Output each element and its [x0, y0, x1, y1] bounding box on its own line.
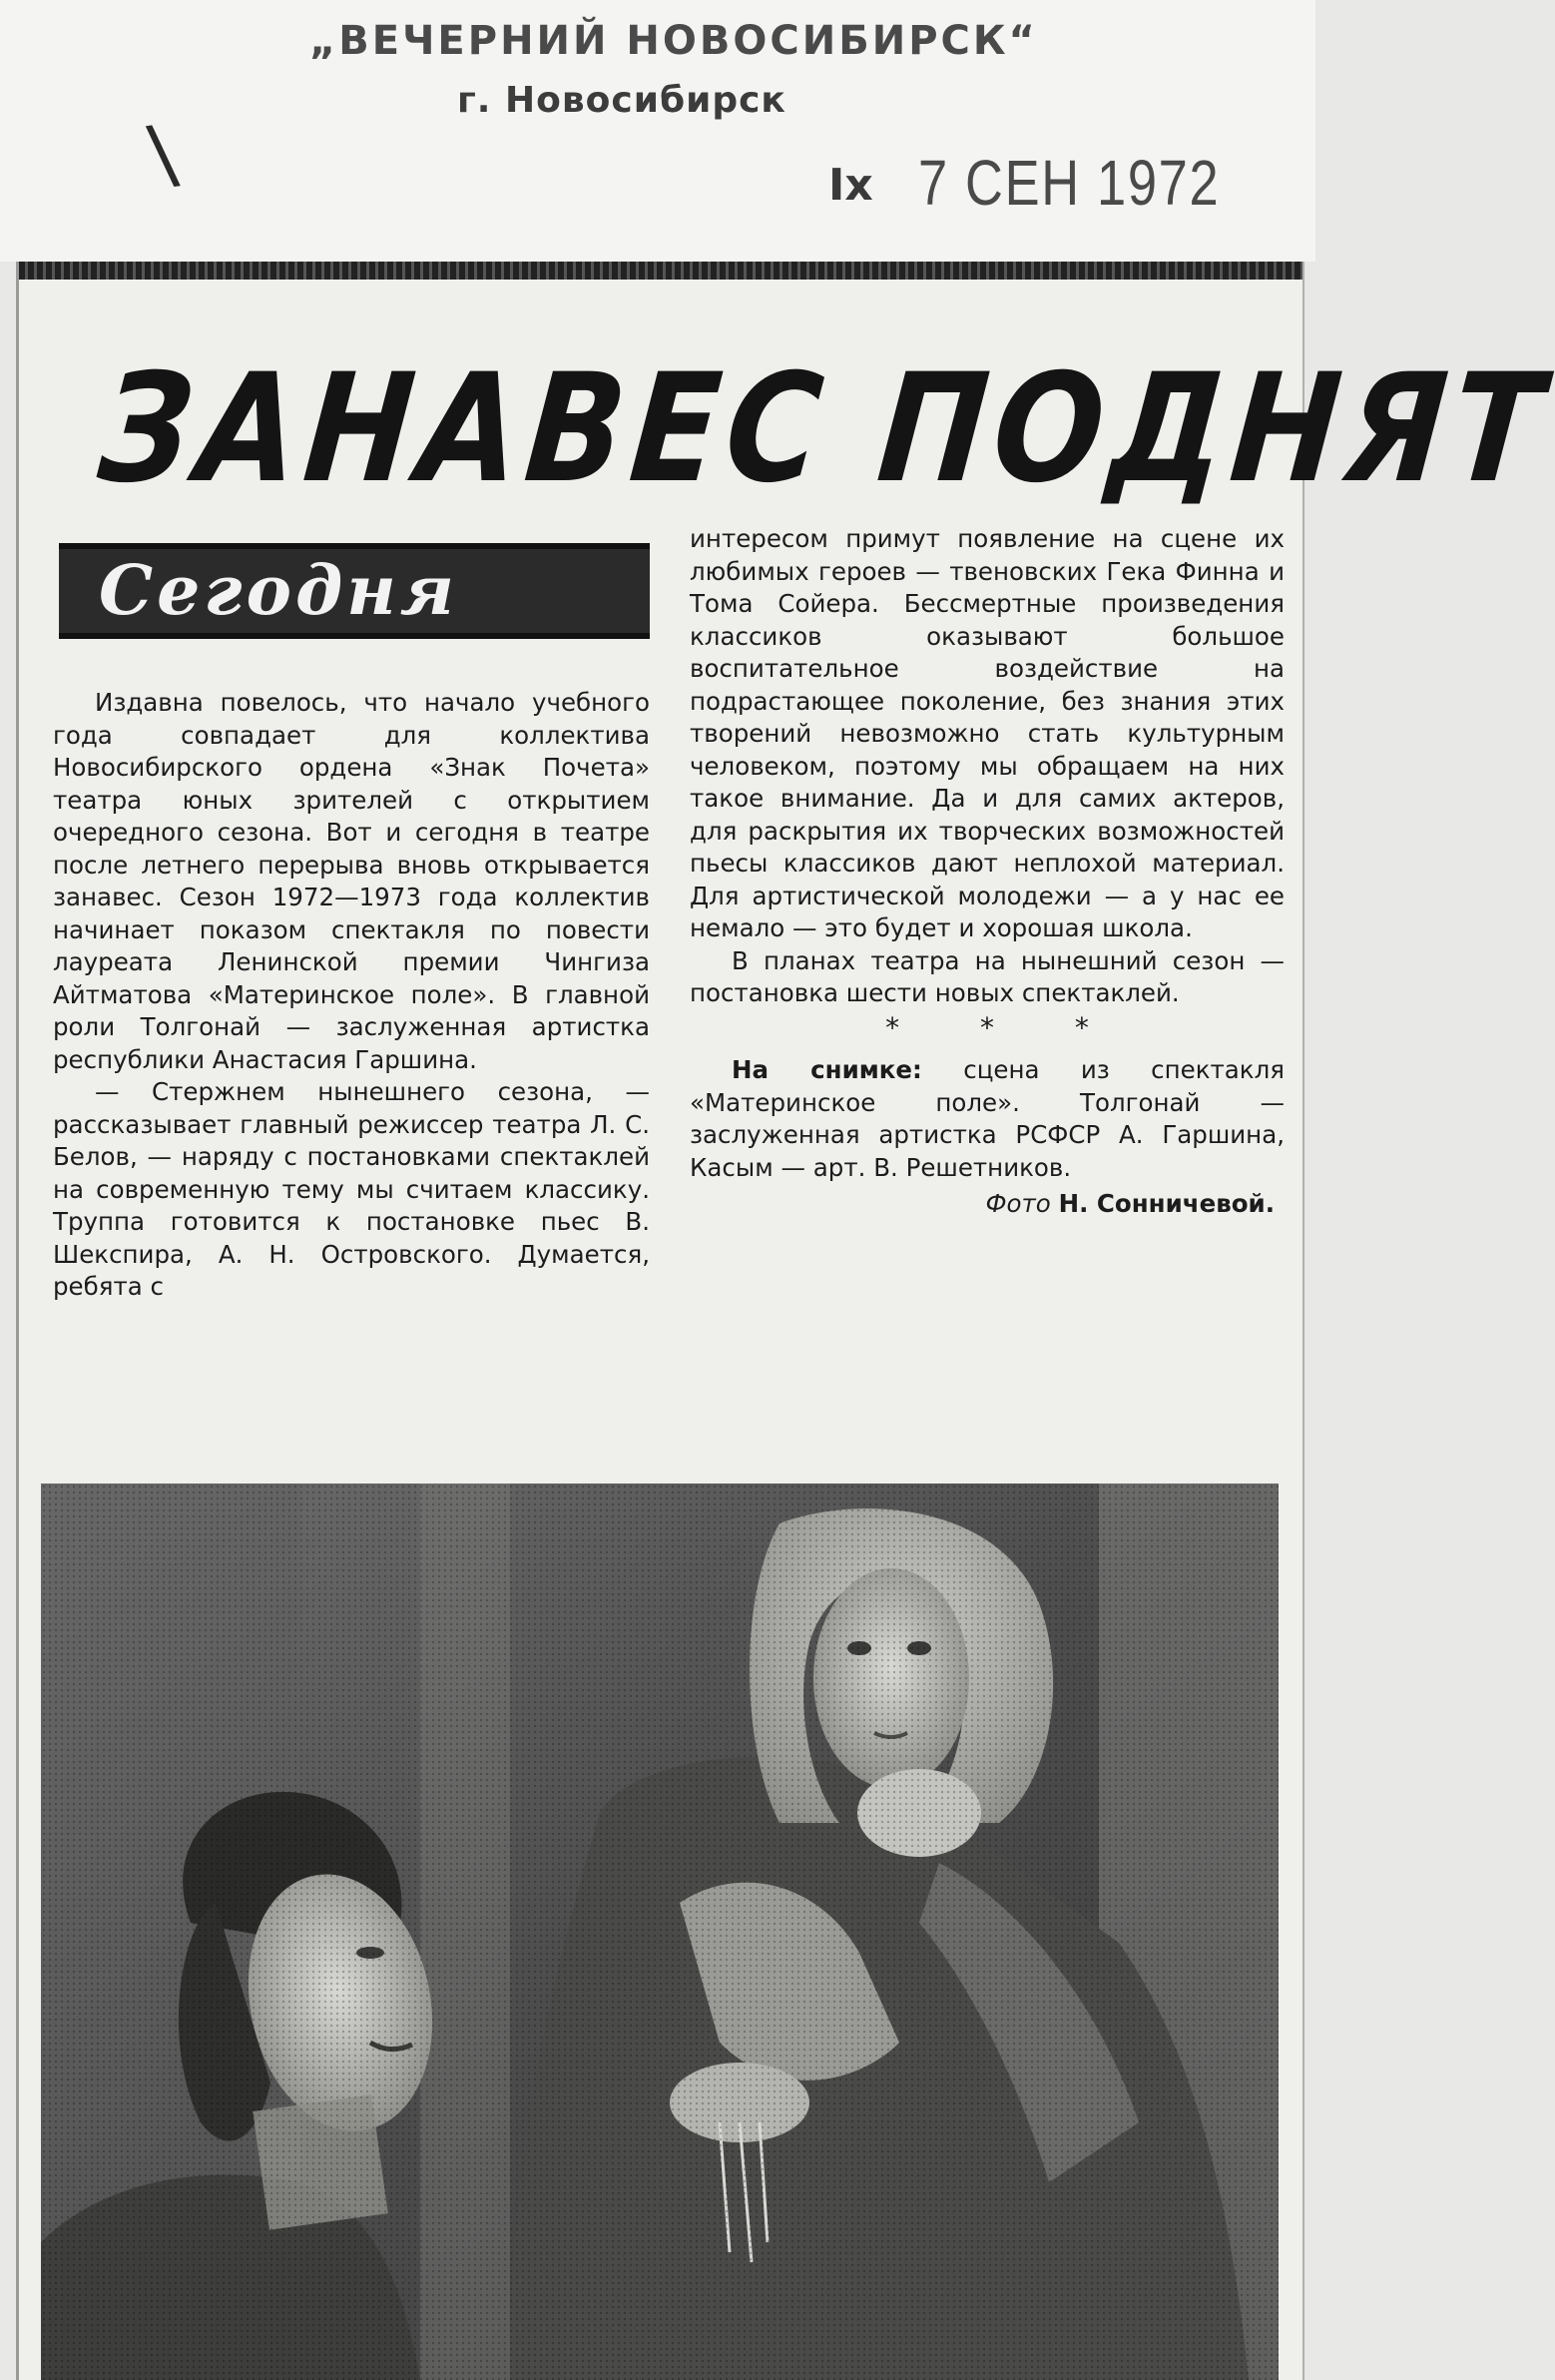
asterisk-divider: * * *: [885, 1010, 1125, 1044]
stage-photo: [41, 1484, 1279, 2380]
stamp-city: г. Новосибирск: [457, 80, 786, 121]
handwritten-check-mark: \: [143, 108, 183, 202]
stage-photo-icon: [41, 1484, 1279, 2380]
paragraph: интересом примут появление на сцене их любимых героев — твеновских Гека Финна и Тома Сойера. Бессмертные произведения классиков оказывают большое воспитательное воздействие на подрастающее поколение, без знания этих творений невозможно стать культурным человеком, поэтому мы обращаем на них такое внимание. Да и для самих актеров, для раскрытия их творческих возможностей пьесы классиков дают неплохой материал. Для артистической молодежи — а у нас ее немало — это будет и хорошая школа.: [690, 524, 1285, 942]
caption-lead: На снимке:: [732, 1055, 922, 1084]
article-column-left: [53, 687, 650, 1304]
rubric-banner: [59, 543, 650, 639]
paragraph: Издавна повелось, что начало учебного года совпадает для коллектива Новосибирского ордена «Знак Почета» театра юных зрителей с открытием очередного сезона. Вот и сегодня в театре после летнего перерыва вновь открывается занавес. Сезон 1972—1973 года коллектив начинает показом спектакля по повести лауреата Ленинской премии Чингиза Айтматова «Материнское поле». В главной роли Толгонай — заслуженная артистка республики Анастасия Гаршина.: [53, 688, 650, 1074]
stamp-newspaper-name: „ВЕЧЕРНИЙ НОВОСИБИРСК“: [309, 18, 1038, 64]
caption-text: сцена из спектакля «Материнское поле». Толгонай — заслуженная артистка РСФСР А. Гаршина, Касым — арт. В. Решетников.: [690, 1055, 1285, 1182]
stamp-date: 7 СЕН 1972: [918, 147, 1221, 219]
newspaper-clipping: [16, 262, 1555, 2380]
archive-stamp: [0, 0, 1315, 262]
article-column-right: [690, 523, 1285, 1221]
headline: ЗАНАВЕС ПОДНЯТ: [93, 342, 1555, 516]
photo-caption: [690, 1054, 1285, 1184]
rubric-label: Сегодня: [99, 551, 458, 631]
credit-label: Фото: [985, 1189, 1051, 1218]
paragraph: — Стержнем нынешнего сезона, — рассказывает главный режиссер театра Л. С. Белов, — наряду с постановками спектаклей на современную тему мы считаем классику. Труппа готовится к постановке пьес В. Шекспира, А. Н. Островского. Думается, ребята с: [53, 1077, 650, 1301]
stamp-mark: Ix: [828, 160, 873, 211]
paragraph: В планах театра на нынешний сезон — постановка шести новых спектаклей.: [690, 945, 1285, 1007]
credit-name: Н. Сонничевой.: [1058, 1189, 1275, 1218]
photo-credit: [690, 1188, 1285, 1221]
top-rule: [19, 262, 1302, 280]
